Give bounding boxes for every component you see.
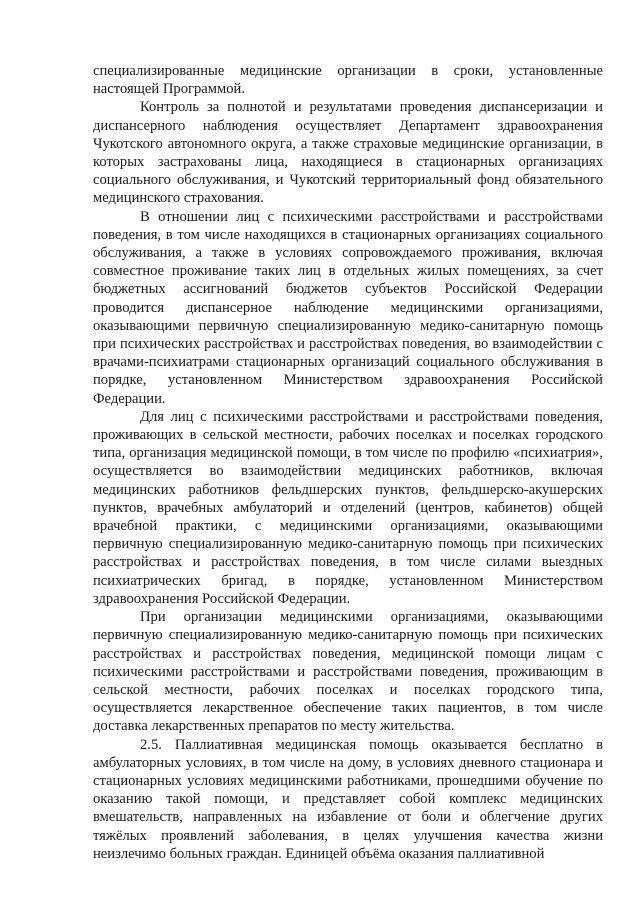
paragraph-rural-areas: Для лиц с психическими расстройствами и расстройствами поведения, проживающих в сельской местности, рабочих поселках и поселках городского типа, организация медицинской помощи, в том числе по профилю «психиатрия», осуществляется во взаимодействии медицинских работников, включая медицинских работников фельдшерских пунктов, фельдшерско-акушерских пунктов, врачебных амбулаторий и отделений (центров, кабинетов) общей врачебной практики, с медицинскими организациями, оказывающими первичную специализированную медико-санитарную помощь при психических расстройствах и расстройствах поведения, в том числе силами выездных психиатрических бригад, в порядке, установленном Министерством здравоохранения Российской Федерации. bbox=[93, 408, 603, 607]
document-body bbox=[93, 62, 603, 863]
paragraph-control: Контроль за полнотой и результатами проведения диспансеризации и диспансерного наблюдения осуществляет Департамент здравоохранения Чукотского автономного округа, а также страховые медицинские организации, в которых застрахованы лица, находящиеся в стационарных организациях социального обслуживания, и Чукотский территориальный фонд обязательного медицинского страхования. bbox=[93, 99, 603, 207]
paragraph-drug-supply: При организации медицинскими организациями, оказывающими первичную специализированную медико-санитарную помощь при психических расстройствах и расстройствах поведения, медицинской помощи лицам с психическими расстройствами и расстройствами поведения, проживающим в сельской местности, рабочих поселках и поселках городского типа, осуществляется лекарственное обеспечение таких пациентов, в том числе доставка лекарственных препаратов по месту жительства. bbox=[93, 609, 603, 735]
paragraph-mental-disorders: В отношении лиц с психическими расстройствами и расстройствами поведения, в том числе находящихся в стационарных организациях социального обслуживания, а также в условиях сопровождаемого проживания, включая совместное проживание таких лиц в отдельных жилых помещениях, за счет бюджетных ассигнований бюджетов субъектов Российской Федерации проводится диспансерное наблюдение медицинскими организациями, оказывающими первичную специализированную медико-санитарную помощь при психических расстройствах и расстройствах поведения, во взаимодействии с врачами-психиатрами стационарных организаций социального обслуживания в порядке, установленном Министерством здравоохранения Российской Федерации. bbox=[93, 208, 603, 407]
paragraph-palliative-care: 2.5. Паллиативная медицинская помощь оказывается бесплатно в амбулаторных условиях, в том числе на дому, в условиях дневного стационара и стационарных условиях медицинскими работниками, прошедшими обучение по оказанию такой помощи, и представляет собой комплекс медицинских вмешательств, направленных на избавление от боли и облегчение других тяжёлых проявлений заболевания, в целях улучшения качества жизни неизлечимо больных граждан. Единицей объёма оказания паллиативной bbox=[93, 736, 603, 862]
paragraph-continuation: специализированные медицинские организации в сроки, установленные настоящей Программой. bbox=[93, 63, 603, 98]
